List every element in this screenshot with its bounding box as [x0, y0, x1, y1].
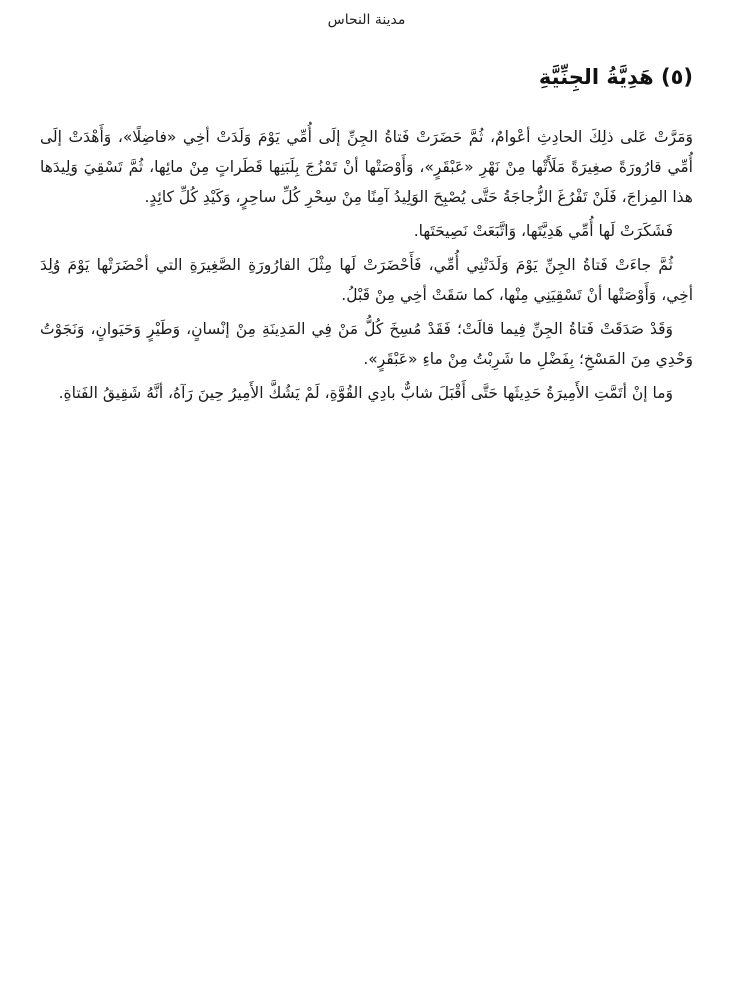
paragraph: وَقَدْ صَدَقَتْ فَتاةُ الجِنِّ فِيما قالَتْ؛ فَقَدْ مُسِخَ كُلُّ مَنْ فِي المَدِينَةِ مِنْ إنْسانٍ، وَطَيْرٍ وَحَيَوانٍ، وَنَجَوْتُ وَحْدِي مِنَ المَسْخِ؛ بِفَضْلِ ما شَرِبْتُ مِنْ ماءِ «عَبْقَرٍ». — [40, 320, 693, 368]
paragraph: وَما إنْ أتَمَّتِ الأَمِيرَةُ حَدِيثَها حَتَّى أَقْبَلَ شابٌّ بادِي القُوَّةِ، لَمْ يَشُكَّ الأَمِيرُ حِينَ رَآهُ، أنَّهُ شَقِيقُ الفَتاةِ. — [58, 384, 673, 402]
paragraph: فَشَكَرَتْ لَها أُمِّي هَدِيَّتَها، وَاتَّبَعَتْ نَصِيحَتَها. — [413, 222, 673, 240]
chapter-title: (٥) هَدِيَّةُ الجِنِّيَّةِ — [538, 65, 693, 89]
paragraph: ثُمَّ جاءَتْ فَتاةُ الجِنِّ يَوْمَ وَلَدَتْنِي أُمِّي، فَأَحْضَرَتْ لَها مِثْلَ القارُورَةِ الصَّغِيرَةِ التي أحْضَرَتْها يَوْمَ وُلِدَ أخِي، وَأَوْصَتْها أنْ تَسْقِيَنِي مِنْها، كما سَقَتْ أخِي مِنْ قَبْلُ. — [40, 256, 693, 304]
chapter-body — [40, 122, 693, 412]
paragraph: وَمَرَّتْ عَلى ذلِكَ الحادِثِ أعْوامٌ، ثُمَّ حَضَرَتْ فَتاةُ الجِنِّ إلَى أُمِّي يَوْمَ وَلَدَتْ أخِي «فاضِلًا»، وَأَهْدَتْ إلَى أُمِّي قارُورَةً صغِيرَةً مَلَأَتْها مِنْ نَهْرِ «عَبْقَرٍ»، وَأَوْصَتْها أنْ تَمْزُجَ بِلَبَنِها قَطَراتٍ مِنْ مائِها، ثُمَّ تَسْقِيَ وَلِيدَها هذا المِزاجَ، فَلَنْ تَفْرُغَ الزُّجاجَةُ حَتَّى يُصْبِحَ الوَلِيدُ آمِنًا مِنْ سِحْرِ كُلِّ ساحِرٍ، وَكَيْدِ كُلِّ كائِدٍ. — [40, 128, 693, 206]
running-header: مدينة النحاس — [327, 12, 406, 28]
